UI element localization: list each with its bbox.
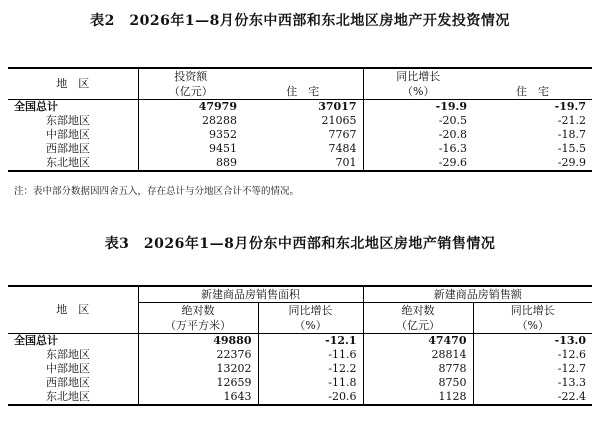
row-area: 1643 [138, 390, 258, 405]
row-area: 49880 [138, 334, 258, 349]
row-growth-residential: -15.5 [557, 142, 586, 155]
row-area: 22376 [138, 348, 258, 362]
row-growth: -16.3 [363, 142, 473, 156]
row-region: 全国总计 [14, 100, 58, 113]
header-growth-unit: （%） [473, 318, 592, 334]
row-region: 西部地区 [46, 142, 90, 155]
table-row [8, 348, 592, 362]
row-area-growth: -11.8 [258, 376, 363, 390]
row-growth: -29.6 [363, 156, 473, 171]
row-area-growth: -12.2 [258, 362, 363, 376]
header-residential: 住 宅 [286, 84, 320, 98]
header-sales-unit: （亿元） [363, 318, 473, 334]
row-sales-growth: -12.7 [473, 362, 592, 376]
table2-note: 注：表中部分数据因四舍五入，存在总计与分地区合计不等的情况。 [14, 186, 300, 197]
table-row [8, 114, 592, 128]
header-region: 地 区 [8, 286, 138, 334]
row-residential: 37017 [318, 100, 357, 113]
row-sales: 1128 [363, 390, 473, 405]
header-investment-unit: （亿元） [138, 84, 243, 100]
header-growth-residential: 住 宅 [516, 84, 549, 98]
header-growth: 同比增长 [363, 68, 473, 84]
table-row [8, 156, 592, 171]
header-sales-group: 新建商品房销售额 [363, 286, 592, 303]
row-investment: 47979 [138, 100, 243, 115]
table-row [8, 334, 592, 349]
row-growth-residential: -29.9 [557, 156, 586, 169]
table-row [8, 128, 592, 142]
table-row [8, 376, 592, 390]
table-row [8, 390, 592, 405]
row-area: 13202 [138, 362, 258, 376]
row-investment: 9451 [138, 142, 243, 156]
row-residential: 7767 [328, 128, 357, 141]
row-investment: 9352 [138, 128, 243, 142]
investment-table [8, 67, 592, 172]
table-row [8, 362, 592, 376]
header-area-group: 新建商品房销售面积 [138, 286, 363, 303]
table2-title: 表2 2026年1—8月份东中西部和东北地区房地产开发投资情况 [90, 13, 510, 29]
row-growth: -19.9 [363, 100, 473, 115]
row-sales: 47470 [363, 334, 473, 349]
row-region: 东部地区 [46, 348, 90, 361]
row-sales: 8750 [363, 376, 473, 390]
row-region: 西部地区 [46, 376, 90, 389]
header-absolute: 绝对数 [363, 303, 473, 319]
sales-table [8, 285, 592, 406]
row-growth-residential: -18.7 [557, 128, 586, 141]
table2-header-row-1 [8, 68, 592, 84]
header-growth-unit: （%） [363, 84, 473, 100]
header-area-unit: （万平方米） [138, 318, 258, 334]
row-sales-growth: -13.3 [473, 376, 592, 390]
row-region: 全国总计 [14, 334, 58, 347]
header-growth: 同比增长 [473, 303, 592, 319]
row-sales-growth: -13.0 [473, 334, 592, 349]
row-residential: 7484 [328, 142, 357, 155]
row-region: 东部地区 [46, 114, 90, 127]
table-row [8, 100, 592, 115]
row-region: 东北地区 [46, 156, 90, 169]
row-residential: 701 [335, 156, 357, 169]
table3-header-row-1 [8, 286, 592, 303]
row-sales: 28814 [363, 348, 473, 362]
row-area-growth: -20.6 [258, 390, 363, 405]
row-region: 东北地区 [46, 390, 90, 403]
header-growth: 同比增长 [258, 303, 363, 319]
row-sales: 8778 [363, 362, 473, 376]
row-region: 中部地区 [46, 128, 90, 141]
header-spacer [473, 68, 592, 84]
header-absolute: 绝对数 [138, 303, 258, 319]
header-investment: 投资额 [138, 68, 243, 84]
row-investment: 889 [138, 156, 243, 171]
row-growth-residential: -21.2 [557, 114, 586, 127]
row-area: 12659 [138, 376, 258, 390]
row-growth-residential: -19.7 [554, 100, 586, 113]
row-sales-growth: -12.6 [473, 348, 592, 362]
row-sales-growth: -22.4 [473, 390, 592, 405]
row-region: 中部地区 [46, 362, 90, 375]
row-investment: 28288 [138, 114, 243, 128]
header-region: 地 区 [8, 68, 138, 100]
row-growth: -20.8 [363, 128, 473, 142]
row-area-growth: -12.1 [258, 334, 363, 349]
header-spacer [243, 68, 363, 84]
header-growth-unit: （%） [258, 318, 363, 334]
table3-title: 表3 2026年1—8月份东中西部和东北地区房地产销售情况 [104, 236, 496, 252]
row-residential: 21065 [321, 114, 357, 127]
row-growth: -20.5 [363, 114, 473, 128]
row-area-growth: -11.6 [258, 348, 363, 362]
table-row [8, 142, 592, 156]
